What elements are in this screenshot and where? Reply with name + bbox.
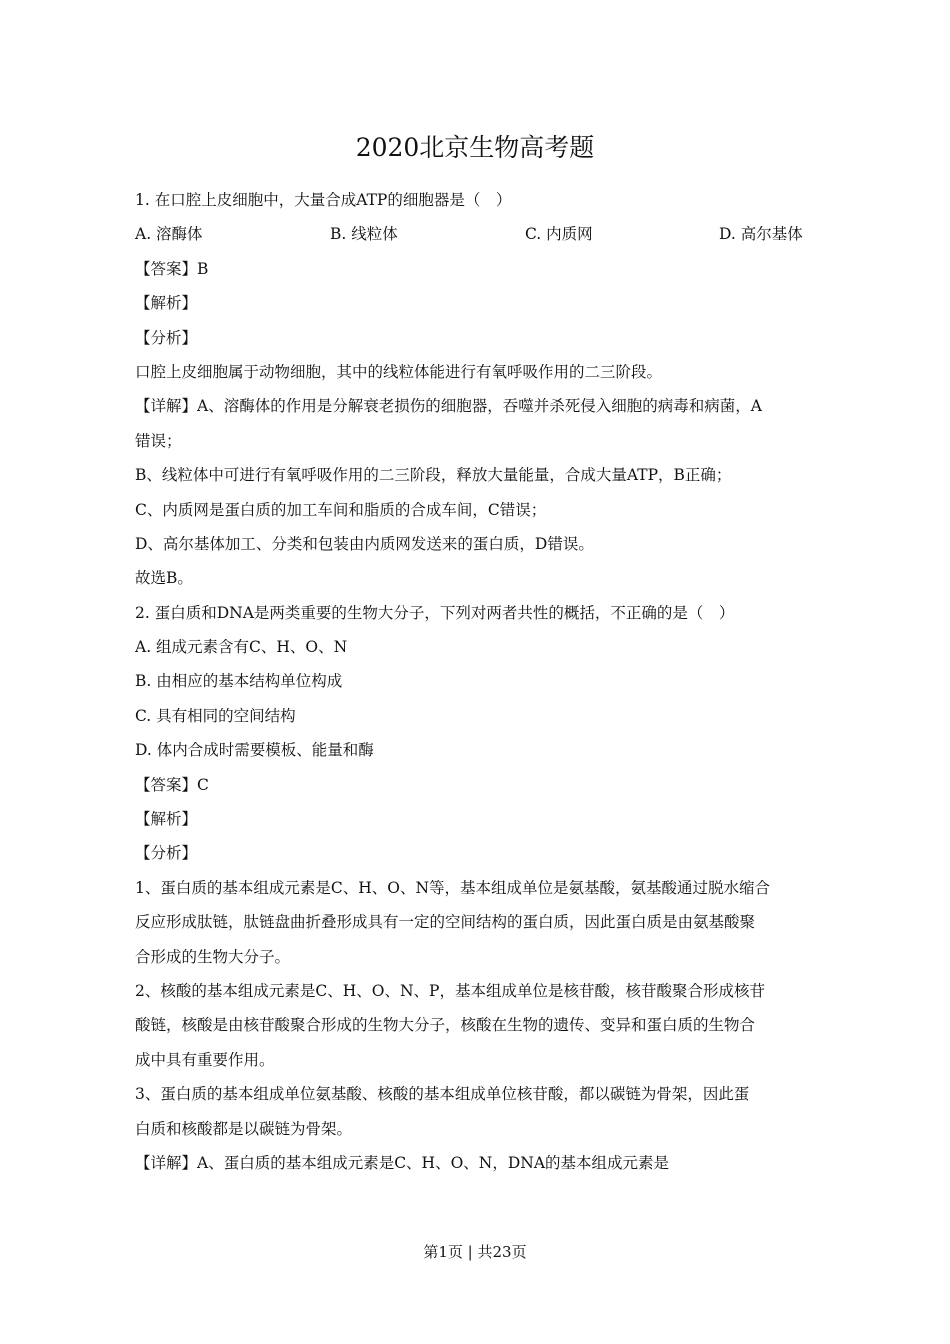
q1-detail-line: 错误； <box>135 431 182 450</box>
q2-option-b: B. 由相应的基本结构单位构成 <box>135 672 343 691</box>
q1-fenxi-heading: 【分析】 <box>135 328 198 347</box>
q1-analysis-line: 口腔上皮细胞属于动物细胞，其中的线粒体能进行有氧呼吸作用的二三阶段。 <box>135 362 663 381</box>
page-title: 2020北京生物高考题 <box>355 133 595 162</box>
page-number-footer: 第1页 | 共23页 <box>423 1243 527 1261</box>
q1-detail-line: 【详解】A、溶酶体的作用是分解衰老损伤的细胞器，吞噬并杀死侵入细胞的病毒和病菌，A <box>135 397 762 416</box>
q2-fenxi-heading: 【分析】 <box>135 844 198 863</box>
q1-jiexi-heading: 【解析】 <box>135 294 198 313</box>
question-1-options <box>135 217 825 251</box>
question-1-stem: 1. 在口腔上皮细胞中，大量合成ATP的细胞器是（ ） <box>135 191 512 209</box>
q2-analysis-line: 反应形成肽链，肽链盘曲折叠形成具有一定的空间结构的蛋白质，因此蛋白质是由氨基酸聚 <box>135 913 756 932</box>
q2-analysis-line: 1、蛋白质的基本组成元素是C、H、O、N等，基本组成单位是氨基酸，氨基酸通过脱水缩合 <box>135 878 771 897</box>
q1-option-d: D. 高尔基体 <box>719 225 803 244</box>
q1-option-c: C. 内质网 <box>525 225 593 244</box>
q2-detail-line: 【详解】A、蛋白质的基本组成元素是C、H、O、N，DNA的基本组成元素是 <box>135 1153 670 1172</box>
q2-option-d: D. 体内合成时需要模板、能量和酶 <box>135 741 374 760</box>
q2-option-a: A. 组成元素含有C、H、O、N <box>135 638 348 657</box>
document-body <box>135 183 825 1180</box>
q1-option-a: A. 溶酶体 <box>135 225 203 244</box>
q2-analysis-line: 合形成的生物大分子。 <box>135 947 291 966</box>
q2-jiexi-heading: 【解析】 <box>135 810 198 829</box>
q2-option-c: C. 具有相同的空间结构 <box>135 706 296 725</box>
q2-answer: 【答案】C <box>135 775 209 794</box>
q1-detail-line: C、内质网是蛋白质的加工车间和脂质的合成车间，C错误； <box>135 500 547 519</box>
q2-analysis-line: 2、核酸的基本组成元素是C、H、O、N、P，基本组成单位是核苷酸，核苷酸聚合形成核苷 <box>135 981 765 1000</box>
q2-analysis-line: 白质和核酸都是以碳链为骨架。 <box>135 1119 353 1138</box>
question-2-stem: 2. 蛋白质和DNA是两类重要的生物大分子，下列对两者共性的概括，不正确的是（ ） <box>135 603 735 622</box>
q1-detail-line: B、线粒体中可进行有氧呼吸作用的二三阶段，释放大量能量，合成大量ATP，B正确； <box>135 466 732 485</box>
q1-conclusion: 故选B。 <box>135 569 193 588</box>
q2-analysis-line: 成中具有重要作用。 <box>135 1050 275 1069</box>
q2-analysis-line: 酸链，核酸是由核苷酸聚合形成的生物大分子，核酸在生物的遗传、变异和蛋白质的生物合 <box>135 1016 756 1035</box>
q2-analysis-line: 3、蛋白质的基本组成单位氨基酸、核酸的基本组成单位核苷酸，都以碳链为骨架，因此蛋 <box>135 1085 750 1104</box>
q1-answer: 【答案】B <box>135 259 209 278</box>
q1-detail-line: D、高尔基体加工、分类和包装由内质网发送来的蛋白质，D错误。 <box>135 534 594 553</box>
q1-option-b: B. 线粒体 <box>330 225 398 244</box>
